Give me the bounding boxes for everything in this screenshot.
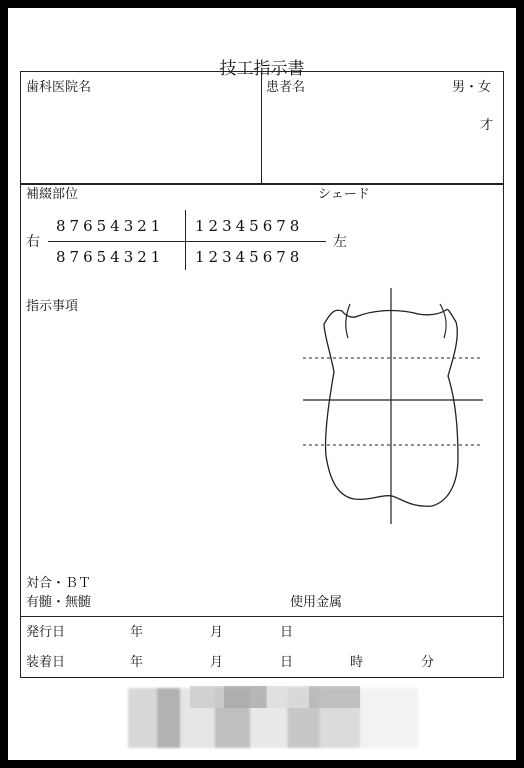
issue-month-label: 月 [210, 625, 224, 640]
antagonist-bt-label: 対合・ＢＴ [26, 576, 92, 591]
fitting-minute-label: 分 [421, 655, 435, 670]
instructions-label: 指示事項 [26, 299, 79, 314]
tooth-chart-horizontal [48, 241, 326, 242]
fitting-month-label: 月 [210, 655, 224, 670]
issue-year-label: 年 [130, 625, 144, 640]
tooth-right-contour [440, 304, 446, 338]
metal-used-label: 使用金属 [290, 595, 343, 610]
date-section-divider [20, 616, 504, 617]
left-side-label: 左 [333, 234, 347, 250]
instruction-sheet [8, 8, 516, 760]
shade-label: シェード [318, 187, 370, 202]
issue-date-label: 発行日 [26, 625, 66, 640]
restoration-site-label: 補綴部位 [26, 187, 79, 202]
document-title: 技工指示書 [219, 59, 305, 79]
pulp-label: 有髄・無髄 [26, 595, 92, 610]
fitting-day-label: 日 [280, 655, 294, 670]
fitting-hour-label: 時 [350, 655, 364, 670]
fitting-year-label: 年 [130, 655, 144, 670]
age-label: 才 [480, 118, 494, 133]
header-box [20, 71, 504, 184]
fitting-date-label: 装着日 [26, 655, 66, 670]
upper-right-teeth: 87654321 [56, 217, 165, 235]
tooth-chart-midline [185, 210, 186, 270]
right-side-label: 右 [26, 234, 40, 250]
blurred-footer-image-top [190, 686, 360, 708]
upper-left-teeth: 12345678 [195, 217, 304, 235]
tooth-diagram [300, 286, 490, 526]
tooth-left-contour [346, 304, 350, 338]
header-divider [261, 72, 262, 183]
issue-day-label: 日 [280, 625, 294, 640]
gender-label: 男・女 [452, 80, 492, 95]
patient-name-label: 患者名 [266, 80, 306, 95]
clinic-name-label: 歯科医院名 [26, 80, 92, 95]
lower-left-teeth: 12345678 [195, 248, 304, 266]
lower-right-teeth: 87654321 [56, 248, 165, 266]
